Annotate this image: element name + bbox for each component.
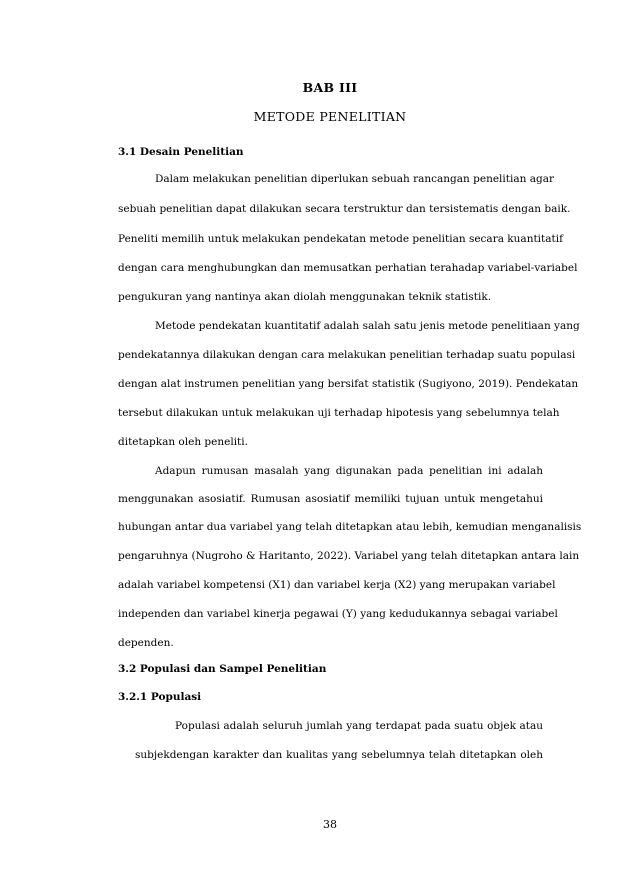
- paragraph-line: subjekdengan karakter dan kualitas yang sebelumnya telah ditetapkan oleh: [135, 749, 543, 761]
- paragraph-line: hubungan antar dua variabel yang telah ditetapkan atau lebih, kemudian menganalisis: [118, 521, 582, 533]
- paragraph-line: Peneliti memilih untuk melakukan pendekatan metode penelitian secara kuantitatif: [118, 233, 563, 245]
- paragraph-line: Populasi adalah seluruh jumlah yang terdapat pada suatu objek atau: [175, 720, 543, 732]
- paragraph-line: dependen.: [118, 637, 174, 649]
- paragraph-line: sebuah penelitian dapat dilakukan secara terstruktur dan tersistematis dengan baik.: [118, 203, 571, 215]
- paragraph-line: dengan cara menghubungkan dan memusatkan perhatian terahadap variabel-variabel: [118, 262, 578, 274]
- paragraph-line: independen dan variabel kinerja pegawai (Y) yang kedudukannya sebagai variabel: [118, 608, 558, 620]
- paragraph-line: adalah variabel kompetensi (X1) dan variabel kerja (X2) yang merupakan variabel: [118, 579, 556, 591]
- section-heading-3-2-1: 3.2.1 Populasi: [118, 691, 202, 703]
- paragraph-line: Dalam melakukan penelitian diperlukan sebuah rancangan penelitian agar: [155, 173, 554, 185]
- page-number: 38: [323, 818, 337, 831]
- chapter-label: BAB III: [302, 80, 358, 95]
- section-heading-3-1: 3.1 Desain Penelitian: [118, 146, 244, 158]
- paragraph-line: pengukuran yang nantinya akan diolah menggunakan teknik statistik.: [118, 291, 492, 303]
- paragraph-line: dengan alat instrumen penelitian yang bersifat statistik (Sugiyono, 2019). Pendekatan: [118, 378, 579, 390]
- paragraph-line: tersebut dilakukan untuk melakukan uji terhadap hipotesis yang sebelumnya telah: [118, 407, 560, 419]
- section-heading-3-2: 3.2 Populasi dan Sampel Penelitian: [118, 663, 327, 675]
- paragraph-line: menggunakan asosiatif. Rumusan asosiatif memiliki tujuan untuk mengetahui: [118, 493, 543, 505]
- paragraph-line: pengaruhnya (Nugroho & Haritanto, 2022). Variabel yang telah ditetapkan antara lain: [118, 550, 580, 562]
- chapter-title: METODE PENELITIAN: [253, 109, 407, 124]
- paragraph-line: pendekatannya dilakukan dengan cara melakukan penelitian terhadap suatu populasi: [118, 349, 576, 361]
- paragraph-line: Adapun rumusan masalah yang digunakan pada penelitian ini adalah: [155, 465, 543, 477]
- paragraph-line: Metode pendekatan kuantitatif adalah salah satu jenis metode penelitiaan yang: [155, 320, 580, 332]
- paragraph-line: ditetapkan oleh peneliti.: [118, 436, 248, 448]
